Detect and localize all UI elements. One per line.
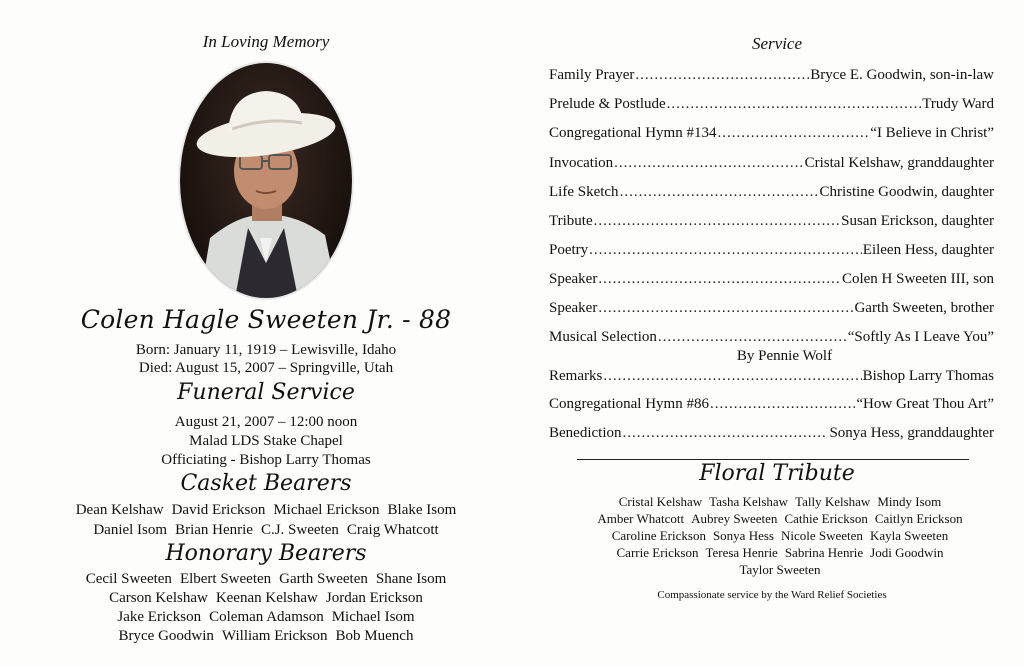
floral-name: Amber Whatcott — [597, 511, 685, 526]
program-participant: Susan Erickson, daughter — [841, 213, 994, 229]
leader-dots — [614, 155, 803, 172]
floral-name: Sabrina Henrie — [784, 545, 864, 560]
program-row — [549, 184, 994, 201]
bearer-name: Bob Muench — [335, 628, 414, 644]
bearer-name: Michael Isom — [331, 609, 415, 625]
floral-name: Jodi Goodwin — [870, 545, 944, 560]
funeral-service-heading: Funeral Service — [177, 380, 355, 405]
bearer-name: Jordan Erickson — [325, 590, 423, 606]
floral-name: Nicole Sweeten — [780, 528, 863, 543]
bearer-name: Cecil Sweeten — [85, 571, 172, 587]
leader-dots — [598, 271, 841, 288]
floral-name: Tasha Kelshaw — [709, 494, 789, 509]
floral-name: Cristal Kelshaw — [618, 494, 703, 509]
program-participant: “Softly As I Leave You” — [847, 329, 994, 345]
program-row — [549, 396, 994, 413]
program-part: Benediction — [549, 425, 622, 441]
floral-name: Caroline Erickson — [611, 528, 706, 543]
leader-dots — [717, 125, 869, 142]
honorary-bearers-row — [0, 608, 532, 627]
program-row — [549, 125, 994, 142]
program-row — [549, 155, 994, 172]
program-row — [549, 213, 994, 230]
musical-performer-line: By Pennie Wolf — [736, 348, 833, 364]
program-participant: “I Believe in Christ” — [870, 125, 994, 141]
program-part: Remarks — [549, 368, 603, 384]
program-participant: Trudy Ward — [922, 96, 994, 112]
bearer-name: Garth Sweeten — [279, 571, 368, 587]
bearer-name: Coleman Adamson — [209, 609, 324, 625]
casket-bearers-row — [0, 521, 532, 540]
officiating-line: Officiating - Bishop Larry Thomas — [161, 452, 371, 468]
bearer-name: Daniel Isom — [93, 522, 168, 538]
program-row — [549, 271, 994, 288]
program-part: Musical Selection — [549, 329, 657, 345]
program-participant: “How Great Thou Art” — [856, 396, 994, 412]
leader-dots — [603, 368, 861, 385]
honorary-bearers-row — [0, 627, 532, 646]
floral-name: Tally Kelshaw — [795, 494, 871, 509]
bearer-name: Keenan Kelshaw — [215, 590, 318, 606]
bearer-name: Michael Erickson — [273, 502, 380, 518]
program-row — [549, 300, 994, 317]
bearer-name: Shane Isom — [375, 571, 447, 587]
honorary-bearers-row — [0, 589, 532, 608]
deceased-name: Colen Hagle Sweeten Jr. - 88 — [80, 305, 452, 334]
bearer-name: C.J. Sweeten — [260, 522, 339, 538]
bearer-name: Dean Kelshaw — [75, 502, 164, 518]
bearer-name: Carson Kelshaw — [109, 590, 208, 606]
program-part: Congregational Hymn #86 — [549, 396, 709, 412]
bearer-name: Bryce Goodwin — [118, 628, 214, 644]
program-participant: Garth Sweeten, brother — [854, 300, 994, 316]
in-loving-memory-heading: In Loving Memory — [202, 32, 330, 51]
died-line: Died: August 15, 2007 – Springville, Utah — [138, 360, 394, 376]
program-part: Life Sketch — [549, 184, 619, 200]
portrait-illustration — [180, 63, 352, 298]
floral-name: Mindy Isom — [877, 494, 942, 509]
casket-bearers-heading: Casket Bearers — [180, 471, 352, 496]
portrait-photo — [180, 63, 352, 298]
program-part: Tribute — [549, 213, 593, 229]
floral-name: Carrie Erickson — [616, 545, 699, 560]
section-divider — [577, 459, 969, 460]
leader-dots — [635, 67, 809, 84]
honorary-bearers-row — [0, 570, 532, 589]
bearer-name: Blake Isom — [387, 502, 457, 518]
bearer-name: Elbert Sweeten — [179, 571, 272, 587]
leader-dots — [658, 329, 847, 346]
floral-name: Sonya Hess — [712, 528, 774, 543]
floral-row — [512, 545, 1024, 561]
floral-row — [512, 528, 1024, 544]
program-participant: Christine Goodwin, daughter — [819, 184, 994, 200]
bearer-name: Craig Whatcott — [346, 522, 439, 538]
right-panel — [512, 0, 1024, 667]
program-participant: Cristal Kelshaw, granddaughter — [804, 155, 994, 171]
casket-bearers-row — [0, 501, 532, 520]
leader-dots — [622, 425, 828, 442]
leader-dots — [667, 96, 922, 113]
floral-row — [512, 494, 1024, 510]
program-participant: Bishop Larry Thomas — [862, 368, 994, 384]
floral-name: Cathie Erickson — [784, 511, 868, 526]
program-part: Speaker — [549, 271, 598, 287]
program-row — [549, 96, 994, 113]
floral-name: Caitlyn Erickson — [874, 511, 963, 526]
floral-name: Taylor Sweeten — [739, 562, 821, 577]
program-part: Prelude & Postlude — [549, 96, 666, 112]
floral-name: Aubrey Sweeten — [691, 511, 778, 526]
program-row — [549, 242, 994, 259]
floral-name: Teresa Henrie — [705, 545, 778, 560]
program-part: Invocation — [549, 155, 614, 171]
leader-dots — [598, 300, 853, 317]
compassionate-service-note: Compassionate service by the Ward Relief Societies — [657, 589, 887, 601]
program-participant: Bryce E. Goodwin, son-in-law — [810, 67, 994, 83]
program-participant: Sonya Hess, granddaughter — [829, 425, 994, 441]
program-row — [549, 67, 994, 84]
leader-dots — [594, 213, 840, 230]
floral-name: Kayla Sweeten — [869, 528, 949, 543]
program-part: Family Prayer — [549, 67, 635, 83]
program-row — [549, 329, 994, 346]
program-row — [549, 425, 994, 442]
program-part: Speaker — [549, 300, 598, 316]
floral-row — [512, 511, 1024, 527]
leader-dots — [620, 184, 819, 201]
leader-dots — [589, 242, 862, 259]
program-part: Poetry — [549, 242, 589, 258]
leader-dots — [710, 396, 855, 413]
funeral-location-line: Malad LDS Stake Chapel — [189, 433, 343, 449]
program-participant: Colen H Sweeten III, son — [841, 271, 994, 287]
program-part: Congregational Hymn #134 — [549, 125, 717, 141]
honorary-bearers-heading: Honorary Bearers — [165, 541, 367, 566]
bearer-name: William Erickson — [221, 628, 328, 644]
floral-tribute-heading: Floral Tribute — [699, 461, 855, 486]
bearer-name: Jake Erickson — [117, 609, 202, 625]
funeral-date-line: August 21, 2007 – 12:00 noon — [174, 414, 358, 430]
born-line: Born: January 11, 1919 – Lewisville, Idaho — [135, 342, 397, 358]
program-participant: Eileen Hess, daughter — [862, 242, 994, 258]
bearer-name: David Erickson — [171, 502, 266, 518]
floral-row — [512, 562, 1024, 578]
service-heading: Service — [751, 34, 803, 53]
bearer-name: Brian Henrie — [175, 522, 253, 538]
program-row — [549, 368, 994, 385]
